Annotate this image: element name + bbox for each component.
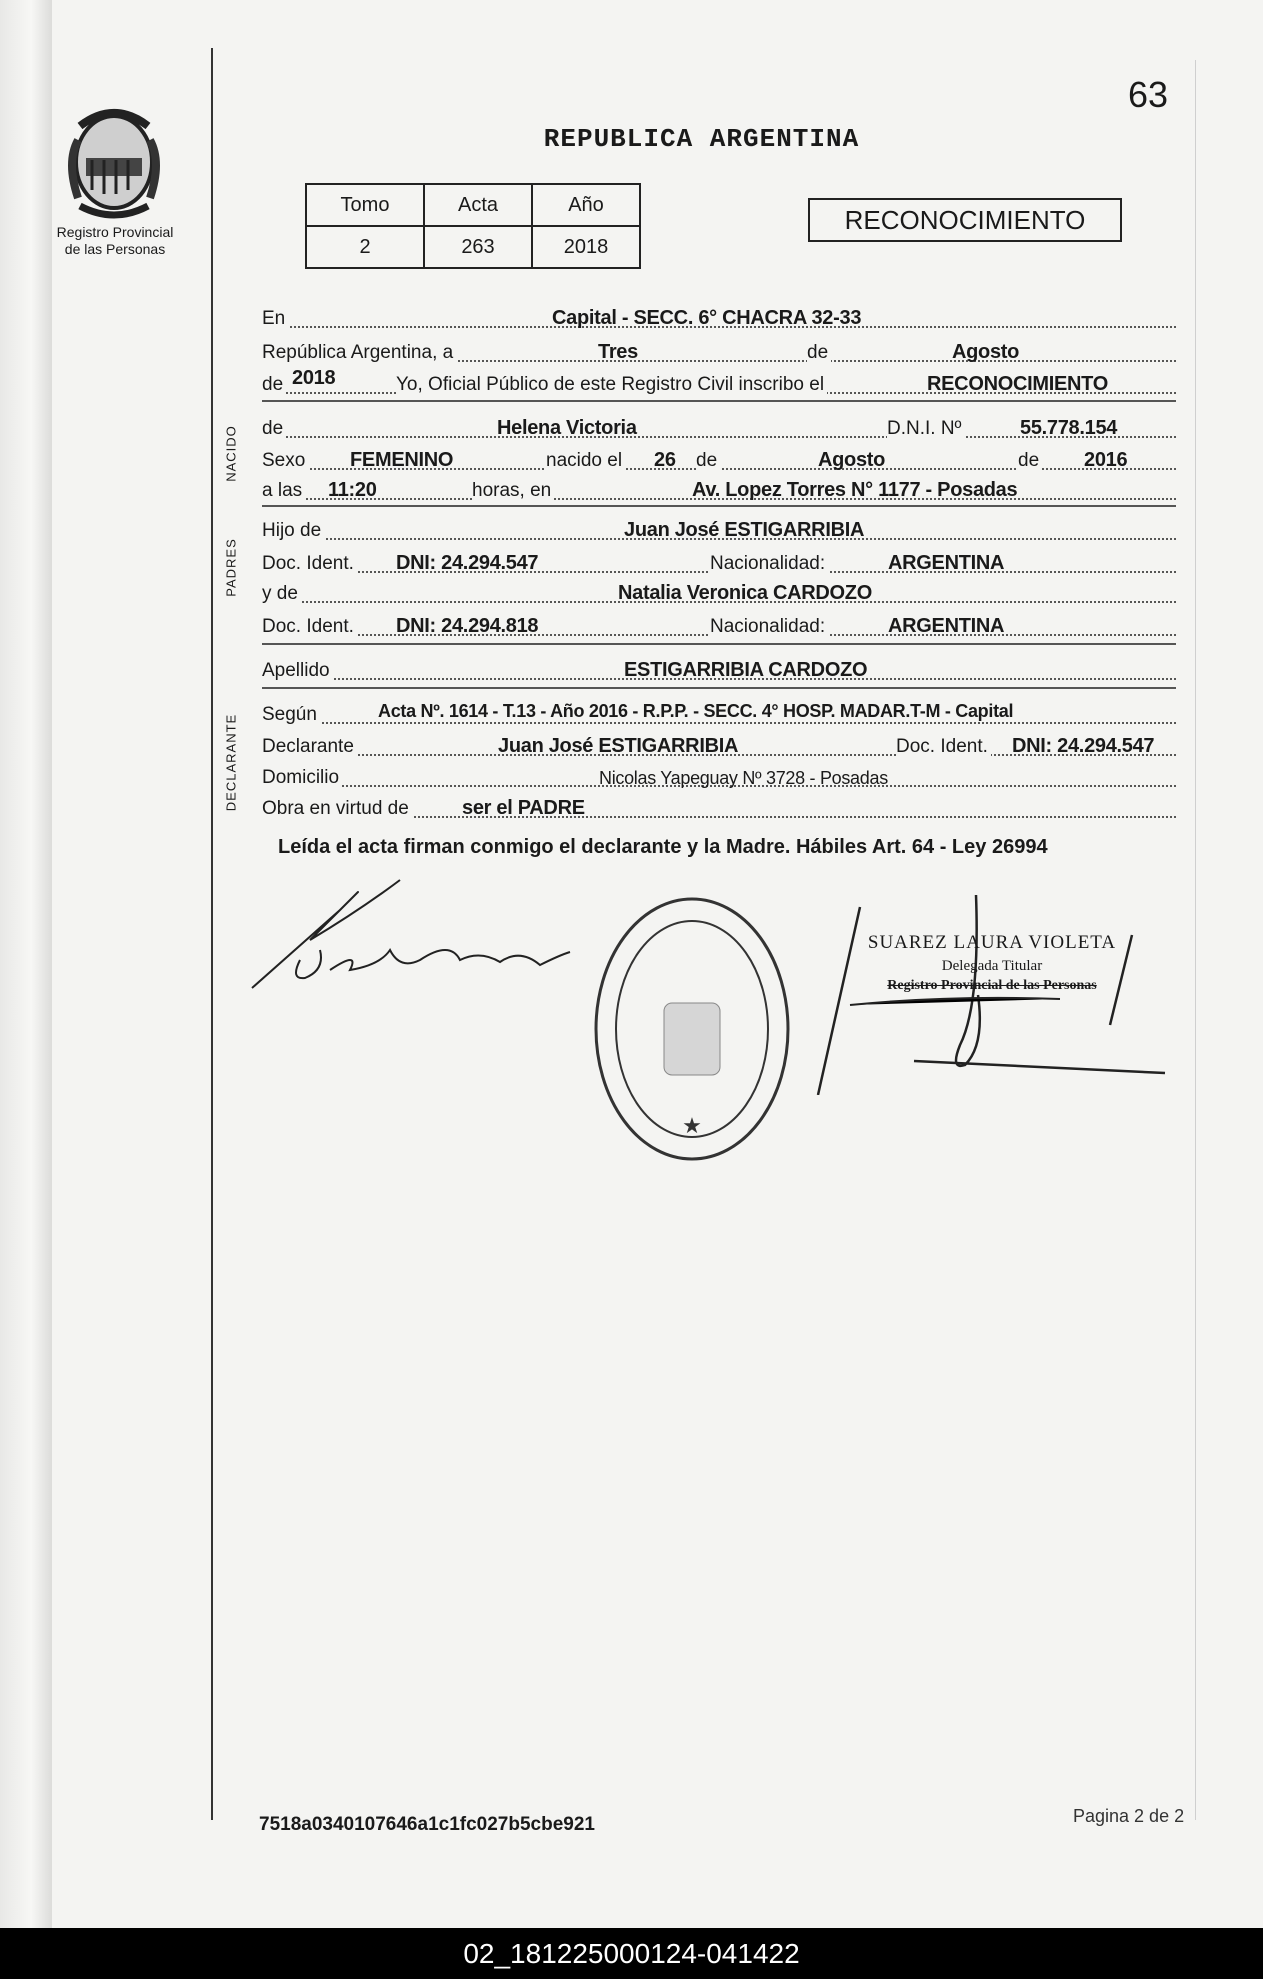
row-nombre xyxy=(262,410,1176,438)
official-name: SUAREZ LAURA VIOLETA xyxy=(867,932,1117,953)
document-hash: 7518a0340107646a1c1fc027b5cbe921 xyxy=(259,1814,595,1835)
value-domicilio: Nicolas Yapeguay Nº 3728 - Posadas xyxy=(599,768,888,788)
header-tomo: Tomo xyxy=(306,184,424,226)
value-inscribo: RECONOCIMIENTO xyxy=(927,373,1108,395)
value-anio: 2018 xyxy=(532,226,640,268)
label-declarante: Declarante xyxy=(262,736,357,758)
acta-table xyxy=(305,183,641,269)
row-hora xyxy=(262,472,1176,500)
page-edge xyxy=(0,0,52,1928)
row-madre xyxy=(262,575,1176,603)
row-apellido xyxy=(262,652,1176,680)
label-yde: y de xyxy=(262,583,301,605)
right-border xyxy=(1195,60,1196,1820)
label-segun: Según xyxy=(262,704,320,726)
value-nac2: ARGENTINA xyxy=(888,615,1005,637)
document-title: REPUBLICA ARGENTINA xyxy=(543,124,860,154)
value-nac1: ARGENTINA xyxy=(888,552,1005,574)
label-obra: Obra en virtud de xyxy=(262,798,412,820)
row-declarante xyxy=(262,728,1176,756)
value-madre: Natalia Veronica CARDOZO xyxy=(618,582,872,604)
value-tomo: 2 xyxy=(306,226,424,268)
row-en xyxy=(262,300,1176,328)
label-domicilio: Domicilio xyxy=(262,767,342,789)
label-doc3: Doc. Ident. xyxy=(896,736,991,758)
label-alas: a las xyxy=(262,480,305,502)
row-segun xyxy=(262,696,1176,724)
label-doc2: Doc. Ident. xyxy=(262,616,357,638)
value-mes: Agosto xyxy=(952,341,1020,363)
label-de3: de xyxy=(262,418,286,440)
label-inscribo: Yo, Oficial Público de este Registro Civil inscribo el xyxy=(396,374,827,396)
value-doc2: DNI: 24.294.818 xyxy=(396,615,539,637)
separator xyxy=(262,505,1176,507)
value-padre: Juan José ESTIGARRIBIA xyxy=(624,519,865,541)
value-anio: 2018 xyxy=(292,367,336,389)
label-hijo: Hijo de xyxy=(262,520,324,542)
reading-statement: Leída el acta firman conmigo el declarante y la Madre. Hábiles Art. 64 - Ley 26994 xyxy=(278,836,1048,858)
row-doc-madre xyxy=(262,608,1176,636)
value-hora: 11:20 xyxy=(328,479,377,501)
label-nac-de1: de xyxy=(696,450,720,472)
value-apellido: ESTIGARRIBIA CARDOZO xyxy=(624,659,868,681)
row-domicilio xyxy=(262,759,1176,787)
label-de: de xyxy=(807,342,831,364)
separator xyxy=(262,400,1176,402)
official-stamp xyxy=(592,895,792,1165)
row-inscribo xyxy=(262,366,1176,394)
side-label-nacido: NACIDO xyxy=(223,425,239,482)
label-en: En xyxy=(262,308,288,330)
side-label-declarante: DECLARANTE xyxy=(223,713,239,812)
row-doc-padre xyxy=(262,545,1176,573)
official-office: Registro Provincial de las Personas xyxy=(887,978,1097,993)
logo-caption-1: Registro Provincial xyxy=(56,224,174,240)
header-anio: Año xyxy=(532,184,640,226)
document-type-box: RECONOCIMIENTO xyxy=(808,198,1122,242)
margin-line xyxy=(211,48,213,1820)
logo-caption-2: de las Personas xyxy=(64,241,166,257)
label-republica: República Argentina, a xyxy=(262,342,456,364)
file-id-bar: 02_181225000124-041422 xyxy=(0,1928,1263,1979)
label-nac-de2: de xyxy=(1018,450,1042,472)
page-indicator: Pagina 2 de 2 xyxy=(1073,1806,1185,1826)
svg-text:★: ★ xyxy=(682,1113,702,1138)
row-fecha xyxy=(262,334,1176,362)
label-de2: de xyxy=(262,374,286,396)
page-number: 63 xyxy=(1128,74,1169,115)
label-nacido: nacido el xyxy=(546,450,625,472)
value-doc1: DNI: 24.294.547 xyxy=(396,552,539,574)
declarant-signature xyxy=(250,870,580,1000)
label-nac1: Nacionalidad: xyxy=(710,553,828,575)
value-obra: ser el PADRE xyxy=(462,797,585,819)
row-sexo xyxy=(262,442,1176,470)
value-dia: Tres xyxy=(598,341,638,363)
provincial-coat-of-arms-logo xyxy=(58,100,170,224)
separator xyxy=(262,687,1176,689)
official-role: Delegada Titular xyxy=(941,958,1043,974)
value-nombre: Helena Victoria xyxy=(497,417,637,439)
label-doc1: Doc. Ident. xyxy=(262,553,357,575)
row-obra xyxy=(262,790,1176,818)
label-horas: horas, en xyxy=(472,480,554,502)
value-nac-anio: 2016 xyxy=(1084,449,1128,471)
value-segun: Acta Nº. 1614 - T.13 - Año 2016 - R.P.P. - SECC. 4° HOSP. MADAR.T-M - Capital xyxy=(378,701,1014,721)
separator xyxy=(262,643,1176,645)
label-sexo: Sexo xyxy=(262,450,308,472)
side-label-padres: PADRES xyxy=(223,538,239,597)
official-signature xyxy=(810,895,1180,1095)
row-padre xyxy=(262,512,1176,540)
label-apellido: Apellido xyxy=(262,660,333,682)
value-declarante: Juan José ESTIGARRIBIA xyxy=(498,735,739,757)
header-acta: Acta xyxy=(424,184,532,226)
value-nac-mes: Agosto xyxy=(818,449,886,471)
value-en: Capital - SECC. 6° CHACRA 32-33 xyxy=(552,307,862,329)
label-nac2: Nacionalidad: xyxy=(710,616,828,638)
value-acta: 263 xyxy=(424,226,532,268)
value-nac-dia: 26 xyxy=(654,449,676,471)
label-dni: D.N.I. Nº xyxy=(887,418,965,440)
value-lugar: Av. Lopez Torres N° 1177 - Posadas xyxy=(692,479,1018,501)
value-sexo: FEMENINO xyxy=(350,449,454,471)
value-doc3: DNI: 24.294.547 xyxy=(1012,735,1155,757)
value-dni: 55.778.154 xyxy=(1020,417,1118,439)
